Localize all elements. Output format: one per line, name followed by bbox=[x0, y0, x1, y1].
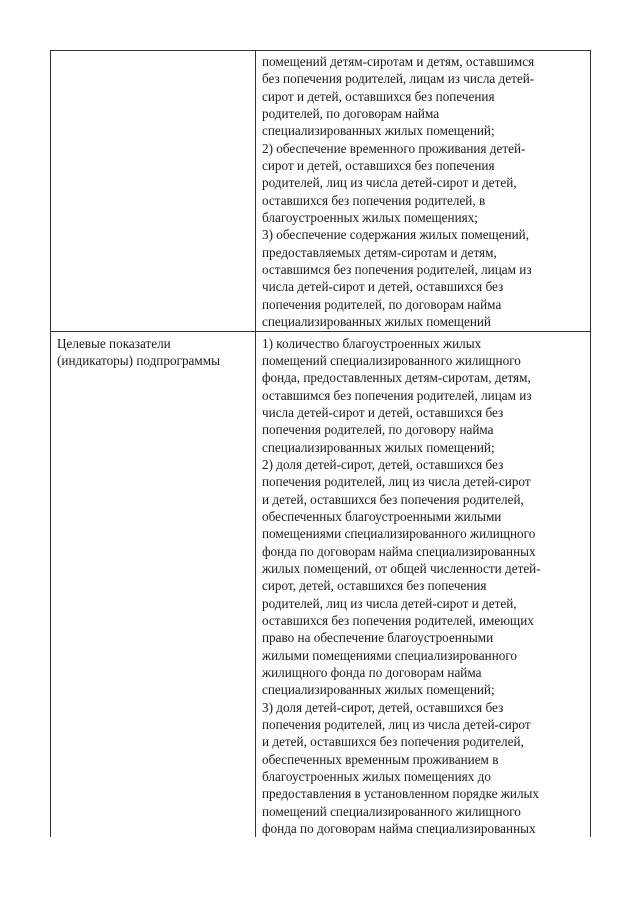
text-line: 2) обеспечение временного проживания детей- bbox=[262, 140, 526, 156]
text-line: помещений специализированного жилищного bbox=[262, 803, 521, 819]
text-line: помещений специализированного жилищного bbox=[262, 352, 521, 368]
text-line: предоставляемых детям-сиротам и детям, bbox=[262, 244, 497, 260]
text-line: обеспеченных благоустроенными жилыми bbox=[262, 508, 502, 524]
label-line: Целевые показатели bbox=[57, 335, 171, 351]
text-line: жилищного фонда по договорам найма bbox=[262, 665, 482, 681]
text-line: родителей, лиц из числа детей-сирот и детей, bbox=[262, 595, 517, 611]
text-line: 3) доля детей-сирот, детей, оставшихся без bbox=[262, 699, 504, 715]
text-line: право на обеспечение благоустроенными bbox=[262, 630, 494, 646]
text-line: оставшимся без попечения родителей, лицам из bbox=[262, 262, 532, 278]
text-line: фонда по договорам найма специализированных bbox=[262, 543, 536, 559]
row-label-target-indicators bbox=[51, 331, 256, 837]
text-line: обеспеченных временным проживанием в bbox=[262, 751, 499, 767]
text-line: родителей, по договорам найма bbox=[262, 106, 440, 122]
text-line: фонда по договорам найма специализированных bbox=[262, 821, 536, 837]
label-line: (индикаторы) подпрограммы bbox=[57, 352, 220, 368]
text-line: помещений детям-сиротам и детям, оставшимся bbox=[262, 54, 535, 69]
text-line: сирот и детей, оставшихся без попечения bbox=[262, 88, 495, 104]
text-line: сирот, детей, оставшихся без попечения bbox=[262, 578, 487, 594]
text-line: и детей, оставшихся без попечения родителей, bbox=[262, 491, 524, 507]
text-line: оставшимся без попечения родителей, лицам из bbox=[262, 387, 532, 403]
text-line: 1) количество благоустроенных жилых bbox=[262, 335, 482, 351]
text-line: 2) доля детей-сирот, детей, оставшихся без bbox=[262, 456, 504, 472]
text-line: попечения родителей, по договору найма bbox=[262, 422, 494, 438]
text-line: попечения родителей, лиц из числа детей-сирот bbox=[262, 474, 531, 490]
text-line: специализированных жилых помещений; bbox=[262, 123, 495, 139]
row-label-empty bbox=[51, 51, 256, 332]
text-line: оставшихся без попечения родителей, в bbox=[262, 192, 486, 208]
text-line: фонда, предоставленных детям-сиротам, детям, bbox=[262, 370, 531, 386]
text-line: благоустроенных жилых помещениях; bbox=[262, 210, 478, 226]
row-content-tasks bbox=[256, 51, 591, 332]
text-line: числа детей-сирот и детей, оставшихся без bbox=[262, 404, 504, 420]
text-line: благоустроенных жилых помещениях до bbox=[262, 769, 491, 785]
text-line: помещениями специализированного жилищного bbox=[262, 526, 536, 542]
text-line: специализированных жилых помещений; bbox=[262, 439, 495, 455]
text-line: специализированных жилых помещений; bbox=[262, 682, 495, 698]
table-row-target-indicators bbox=[51, 331, 591, 837]
text-line: числа детей-сирот и детей, оставшихся без bbox=[262, 279, 504, 295]
text-line: родителей, лиц из числа детей-сирот и детей, bbox=[262, 175, 517, 191]
text-line: жилых помещений, от общей численности детей- bbox=[262, 560, 541, 576]
text-line: предоставления в установленном порядке жилых bbox=[262, 786, 539, 802]
text-line: попечения родителей, по договорам найма bbox=[262, 296, 502, 312]
text-line: без попечения родителей, лицам из числа детей- bbox=[262, 71, 535, 87]
text-line: оставшихся без попечения родителей, имеющих bbox=[262, 613, 534, 628]
text-line: попечения родителей, лиц из числа детей-сирот bbox=[262, 717, 531, 733]
table-row-tasks-continued bbox=[51, 51, 591, 332]
text-line: сирот и детей, оставшихся без попечения bbox=[262, 158, 495, 174]
text-line: жилыми помещениями специализированного bbox=[262, 647, 518, 663]
text-line: 3) обеспечение содержания жилых помещений, bbox=[262, 227, 530, 243]
row-content-target-indicators bbox=[256, 331, 591, 837]
text-line: специализированных жилых помещений bbox=[262, 314, 491, 330]
program-passport-table bbox=[50, 50, 591, 837]
text-line: и детей, оставшихся без попечения родителей, bbox=[262, 734, 524, 750]
